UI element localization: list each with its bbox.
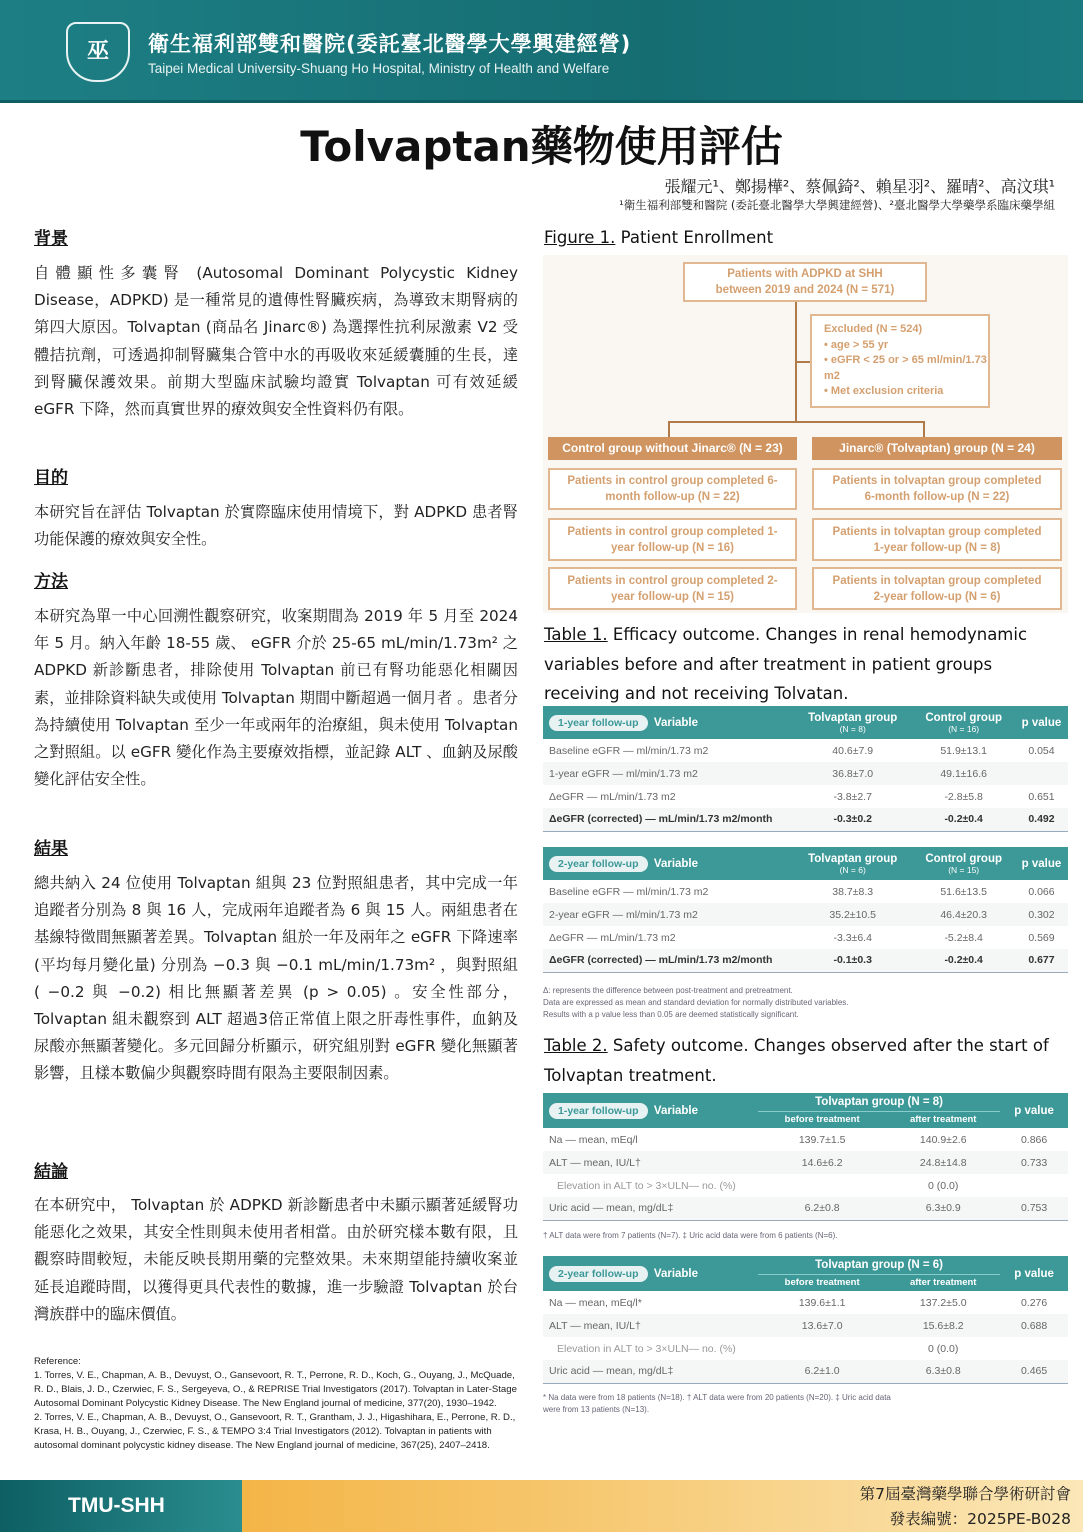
table-cell: 0.492 — [1015, 808, 1068, 831]
followup-tag: 1-year follow-up — [549, 1103, 648, 1119]
table-cell: 36.8±7.0 — [793, 762, 912, 785]
col-before: before treatment — [758, 1111, 886, 1128]
col-before: before treatment — [758, 1274, 886, 1291]
table-cell: 139.7±1.5 — [798, 1133, 846, 1146]
followup-tag: 1-year follow-up — [549, 715, 648, 731]
col-n: (N = 8) — [839, 723, 866, 734]
table-cell: 24.8±14.8 — [886, 1151, 1000, 1174]
table-cell: ALT — mean, IU/L† — [543, 1151, 758, 1174]
table-cell: 6.3±0.8 — [886, 1360, 1000, 1383]
col-after: after treatment — [886, 1111, 1000, 1128]
table-header-row — [543, 706, 1068, 739]
references-heading: Reference: — [34, 1356, 81, 1367]
tolvaptan-group-header: Jinarc® (Tolvaptan) group (N = 24) — [812, 437, 1062, 460]
table-cell: 140.9±2.6 — [919, 1133, 967, 1146]
table-cell: -5.2±8.4 — [944, 931, 983, 944]
poster-title: Tolvaptan藥物使用評估 — [300, 122, 783, 171]
col-variable: Variable — [653, 857, 699, 870]
figure1-caption — [544, 223, 1064, 253]
table1-note: Δ: represents the difference between post-treatment and pretreatment. — [543, 986, 793, 995]
reference-item: 1. Torres, V. E., Chapman, A. B., Devuyst, O., Gansevoort, R. T., Perrone, R. D., Koch, G., Ouyang, J., McQuade, R. D., Blais, J. D., Czerwiec, F. S., Sergeyeva, O., & REPRISE Trial Investigators (2017). Tolvaptan in Later-Stage Autosomal Dominant Polycystic Kidney Disease. The New England journal of medicine, 377(20), 1930–1942. — [34, 1370, 517, 1409]
col-variable: Variable — [653, 1104, 699, 1117]
control-box-6m: Patients in control group completed 6-month follow-up (N = 22) — [548, 468, 797, 510]
col-tolvaptan — [793, 847, 912, 880]
table-cell: 137.2±5.0 — [919, 1296, 967, 1309]
table-cell: 0.866 — [1020, 1133, 1048, 1146]
table-cell: 35.2±10.5 — [793, 903, 912, 926]
table-cell: 13.6±7.0 — [758, 1314, 886, 1337]
table-cell: 0.569 — [1028, 931, 1055, 944]
efficacy-table-2year — [543, 847, 1068, 973]
table1-note: Results with a p value less than 0.05 are deemed statistically significant. — [543, 1010, 799, 1019]
table-cell — [1000, 1337, 1068, 1360]
hospital-name-zh: 衛生福利部雙和醫院(委託臺北醫學大學興建經營) — [148, 32, 632, 56]
col-control — [912, 847, 1015, 880]
table-cell: 0 (0.0) — [928, 1179, 959, 1192]
reference-item: 2. Torres, V. E., Chapman, A. B., Devuyst, O., Gansevoort, R. T., Grantham, J. J., Higashihara, E., Perrone, R. D., Krasa, H. B., Ouyang, J., Czerwiec, F. S., & TEMPO 3:4 Trial Investigators (2012). Tolvaptan in patients with autosomal dominant polycystic kidney disease. The New England journal of medicine, 367(25), 2407–2418. — [34, 1412, 516, 1451]
col-variable: Variable — [653, 716, 699, 729]
references — [34, 1355, 524, 1453]
followup-tag: 2-year follow-up — [549, 1266, 648, 1282]
col-pvalue: p value — [1015, 847, 1068, 880]
table2-note-2year: * Na data were from 18 patients (N=18). † ALT data were from 20 patients (N=20). ‡ Uric acid data were from 13 patients (N=13). — [543, 1393, 891, 1414]
col-tolvaptan — [793, 706, 912, 739]
table-cell: 139.6±1.1 — [798, 1296, 846, 1309]
table-cell: 0.302 — [1015, 903, 1068, 926]
table-cell: -3.3±6.4 — [833, 931, 872, 944]
table-cell: 0.733 — [1000, 1151, 1068, 1174]
table-cell: ΔeGFR — mL/min/1.73 m2 — [549, 790, 676, 803]
tolvaptan-box-2y: Patients in tolvaptan group completed 2-year follow-up (N = 6) — [812, 567, 1062, 610]
authors: 張耀元¹、鄭揚樺²、蔡佩錡²、賴星羽²、羅晴²、高汶琪¹ — [664, 177, 1055, 196]
figure1-caption-text: Patient Enrollment — [615, 228, 774, 247]
efficacy-table-1year — [543, 706, 1068, 832]
excluded-title: Excluded (N = 524) — [824, 323, 923, 336]
control-box-2y: Patients in control group completed 2-year follow-up (N = 15) — [548, 567, 797, 610]
table-cell: -0.3±0.2 — [793, 808, 912, 831]
table2-label: Table 2. — [544, 1036, 608, 1055]
table-header-row — [543, 1093, 1068, 1111]
table-cell: 14.6±6.2 — [758, 1151, 886, 1174]
table-cell: -0.2±0.4 — [912, 808, 1015, 831]
table-row — [543, 785, 1068, 808]
flow-line — [923, 421, 925, 437]
table-cell: 1-year eGFR — ml/min/1.73 m2 — [543, 762, 793, 785]
safety-table-2year — [543, 1256, 1068, 1384]
table-row — [543, 739, 1068, 762]
table-row — [543, 926, 1068, 949]
col-n: (N = 16) — [948, 723, 980, 734]
table-row — [543, 949, 1068, 972]
table-cell: 0.677 — [1015, 949, 1068, 972]
table2-note-1year: † ALT data were from 7 patients (N=7). ‡ Uric acid data were from 6 patients (N=6). — [543, 1231, 838, 1240]
excluded-item: • age > 55 yr — [824, 338, 889, 351]
table-cell: 6.3±0.9 — [886, 1197, 1000, 1220]
table-cell: -0.2±0.4 — [912, 949, 1015, 972]
objective-text: 本研究旨在評估 Tolvaptan 於實際臨床使用情境下，對 ADPKD 患者腎功能保護的療效與安全性。 — [34, 503, 518, 549]
affiliations: ¹衛生福利部雙和醫院 (委託臺北醫學大學興建經營)、²臺北醫學大學藥學系臨床藥學組 — [619, 198, 1055, 212]
table-cell: Elevation in ALT to > 3×ULN— no. (%) — [557, 1179, 736, 1192]
col-label: Tolvaptan group — [808, 852, 898, 865]
results-text: 總共納入 24 位使用 Tolvaptan 組與 23 位對照組患者，其中完成一年追蹤者分別為 8 與 16 人，完成兩年追蹤者為 6 與 15 人。兩組患者在基線特徵間無顯著差異。Tolvaptan 組於一年及兩年之 eGFR 下降速率 (平均每月變化量) 分別為 −0.3 與 −0.1 mL/min/1.73m² ，與對照組 ( −0.2 與 −0.2) 相比無顯著差異 (p > 0.05) 。安全性部分， Tolvaptan 組未觀察到 ALT 超過3倍正常值上限之肝毒性事件，血鈉及尿酸亦無顯著變化。多元回歸分析顯示，研究組別對 eGFR 變化無顯著影響，且樣本數偏少與觀察時間有限為主要限制因素。 — [34, 874, 518, 1083]
objective-heading: 目的 — [34, 468, 68, 488]
table-row — [543, 880, 1068, 903]
header-banner — [0, 0, 1083, 103]
table-cell: 0.276 — [1020, 1296, 1048, 1309]
table2-caption-text: Safety outcome. Changes observed after the start of Tolvaptan treatment. — [544, 1036, 1049, 1085]
flow-line — [668, 421, 670, 437]
table-cell: 49.1±16.6 — [912, 762, 1015, 785]
table-cell: Uric acid — mean, mg/dL‡ — [543, 1360, 758, 1383]
followup-tag: 2-year follow-up — [549, 856, 648, 872]
table-cell: 0.066 — [1028, 885, 1055, 898]
control-box-1y: Patients in control group completed 1-year follow-up (N = 16) — [548, 518, 797, 561]
table-header-row — [543, 847, 1068, 880]
enrollment-flowchart — [543, 255, 1068, 613]
col-tolvaptan-group: Tolvaptan group (N = 6) — [758, 1256, 1000, 1274]
table-cell: 0 (0.0) — [928, 1342, 959, 1355]
table-cell: 6.2±0.8 — [758, 1197, 886, 1220]
excluded-item-text: eGFR < 25 or > 65 ml/min/1.73 m2 — [824, 354, 987, 382]
table1-caption-text: Efficacy outcome. Changes in renal hemodynamic variables before and after treatment in patient groups receiving and not receiving Tolvatan. — [544, 625, 1028, 703]
table-cell: Baseline eGFR — ml/min/1.73 m2 — [549, 744, 709, 757]
table-cell: Elevation in ALT to > 3×ULN— no. (%) — [557, 1342, 736, 1355]
excluded-item-text: age > 55 yr — [830, 338, 889, 351]
table-cell: 0.753 — [1000, 1197, 1068, 1220]
table-row — [543, 1174, 1068, 1197]
flow-box-total: Patients with ADPKD at SHH between 2019 and 2024 (N = 571) — [683, 262, 927, 302]
table-cell: Na — mean, mEq/l* — [549, 1296, 642, 1309]
table-cell: 0.054 — [1028, 744, 1055, 757]
excluded-item: • eGFR < 25 or > 65 ml/min/1.73 m2 — [824, 354, 987, 382]
col-control — [912, 706, 1015, 739]
table-cell: -2.8±5.8 — [944, 790, 983, 803]
table-row — [543, 1314, 1068, 1337]
conclusion-heading: 結論 — [34, 1162, 68, 1182]
col-pvalue: p value — [1015, 706, 1068, 739]
table-row — [543, 1151, 1068, 1174]
table-cell: 0.688 — [1000, 1314, 1068, 1337]
poster-id: 發表編號：2025PE-B028 — [889, 1510, 1071, 1528]
figure1-label: Figure 1. — [544, 228, 616, 247]
conference-name: 第7屆臺灣藥學聯合學術研討會 — [859, 1485, 1071, 1503]
safety-table-1year — [543, 1093, 1068, 1221]
table-cell: ΔeGFR (corrected) — mL/min/1.73 m2/month — [543, 949, 793, 972]
methods-heading: 方法 — [34, 572, 68, 592]
flow-box-excluded — [810, 314, 990, 408]
table-row — [543, 1360, 1068, 1383]
table-row — [543, 762, 1068, 785]
col-pvalue: p value — [1000, 1093, 1068, 1128]
table-cell: Uric acid — mean, mg/dL‡ — [543, 1197, 758, 1220]
table-row — [543, 1197, 1068, 1220]
flow-line — [668, 421, 925, 423]
tolvaptan-box-6m: Patients in tolvaptan group completed 6-month follow-up (N = 22) — [812, 468, 1062, 510]
table-cell — [758, 1337, 886, 1360]
table-cell: ΔeGFR (corrected) — mL/min/1.73 m2/month — [543, 808, 793, 831]
footer-banner — [0, 1480, 1083, 1532]
table-row — [543, 1337, 1068, 1360]
table-cell: 38.7±8.3 — [832, 885, 874, 898]
col-pvalue: p value — [1000, 1256, 1068, 1291]
table-cell: Baseline eGFR — ml/min/1.73 m2 — [549, 885, 709, 898]
table2-caption — [544, 1031, 1064, 1090]
table-cell — [1000, 1174, 1068, 1197]
hospital-name-en: Taipei Medical University-Shuang Ho Hospital, Ministry of Health and Welfare — [148, 61, 610, 76]
background-text: 自體顯性多囊腎 (Autosomal Dominant Polycystic Kidney Disease，ADPKD) 是一種常見的遺傳性腎臟疾病，為導致末期腎病的第四大原因。Tolvaptan (商品名 Jinarc®) 為選擇性抗利尿激素 V2 受體拮抗劑，可透過抑制腎臟集合管中水的再吸收來延緩囊腫的生長，達到腎臟保護效果。前期大型臨床試驗均證實 Tolvaptan 可有效延緩 eGFR 下降，然而真實世界的療效與安全性資料仍有限。 — [34, 264, 518, 419]
table-cell: -0.1±0.3 — [793, 949, 912, 972]
col-after: after treatment — [886, 1274, 1000, 1291]
table-header-row — [543, 1256, 1068, 1274]
col-label: Tolvaptan group — [808, 711, 898, 724]
table-row — [543, 1128, 1068, 1151]
table-row — [543, 808, 1068, 831]
table-cell: 51.6±13.5 — [940, 885, 987, 898]
table-cell — [1015, 762, 1068, 785]
conclusion-text: 在本研究中， Tolvaptan 於 ADPKD 新診斷患者中未顯示顯著延緩腎功能惡化之效果，其安全性則與未使用者相當。由於研究樣本數有限，且觀察時間較短，未能反映長期用藥的完整效果。未來期望能持續收案並延長追蹤時間，以獲得更具代表性的數據，進一步驗證 Tolvaptan 於台灣族群中的臨床價值。 — [34, 1196, 518, 1323]
col-n: (N = 15) — [948, 864, 980, 875]
table-cell: 2-year eGFR — ml/min/1.73 m2 — [543, 903, 793, 926]
table-cell: 51.9±13.1 — [940, 744, 987, 757]
col-n: (N = 6) — [839, 864, 866, 875]
table-cell: 0.465 — [1000, 1360, 1068, 1383]
table-cell: ALT — mean, IU/L† — [543, 1314, 758, 1337]
col-variable: Variable — [653, 1267, 699, 1280]
footer-brand: TMU-SHH — [0, 1480, 242, 1532]
table-row — [543, 903, 1068, 926]
excluded-item-text: Met exclusion criteria — [830, 385, 944, 398]
col-label: Control group — [925, 852, 1002, 865]
table-cell — [758, 1174, 886, 1197]
methods-text: 本研究為單一中心回溯性觀察研究，收案期間為 2019 年 5 月至 2024 年 5 月。納入年齡 18-55 歲、 eGFR 介於 25-65 mL/min/1.73m² 之 ADPKD 新診斷患者，排除使用 Tolvaptan 前已有腎功能惡化相關因素，並排除資料缺失或使用 Tolvaptan 期間中斷超過一個月者 。患者分為持續使用 Tolvaptan 至少一年或兩年的治療組，與未使用 Tolvaptan 之對照組。以 eGFR 變化作為主要療效指標，並記錄 ALT 、血鈉及尿酸變化評估安全性。 — [34, 607, 518, 789]
table1-note: Data are expressed as mean and standard deviation for normally distributed variables. — [543, 998, 849, 1007]
table1-notes — [543, 985, 849, 1021]
table-cell: 0.651 — [1028, 790, 1055, 803]
col-tolvaptan-group: Tolvaptan group (N = 8) — [758, 1093, 1000, 1111]
background-heading: 背景 — [34, 229, 68, 249]
table-cell: ΔeGFR — mL/min/1.73 m2 — [549, 931, 676, 944]
table-cell: 46.4±20.3 — [912, 903, 1015, 926]
table-row — [543, 1291, 1068, 1314]
control-group-header: Control group without Jinarc® (N = 23) — [548, 437, 797, 460]
col-label: Control group — [925, 711, 1002, 724]
table1-caption — [544, 620, 1064, 709]
table-cell: -3.8±2.7 — [833, 790, 872, 803]
table-cell: Na — mean, mEq/l — [549, 1133, 638, 1146]
hospital-logo: 巫 — [66, 22, 130, 82]
table-cell: 40.6±7.9 — [832, 744, 874, 757]
excluded-item: • Met exclusion criteria — [824, 385, 944, 398]
results-heading: 結果 — [34, 839, 68, 859]
table-cell: 6.2±1.0 — [758, 1360, 886, 1383]
tolvaptan-box-1y: Patients in tolvaptan group completed 1-year follow-up (N = 8) — [812, 518, 1062, 561]
table-cell: 15.6±8.2 — [886, 1314, 1000, 1337]
flow-line — [796, 361, 810, 363]
table1-label: Table 1. — [544, 625, 608, 644]
